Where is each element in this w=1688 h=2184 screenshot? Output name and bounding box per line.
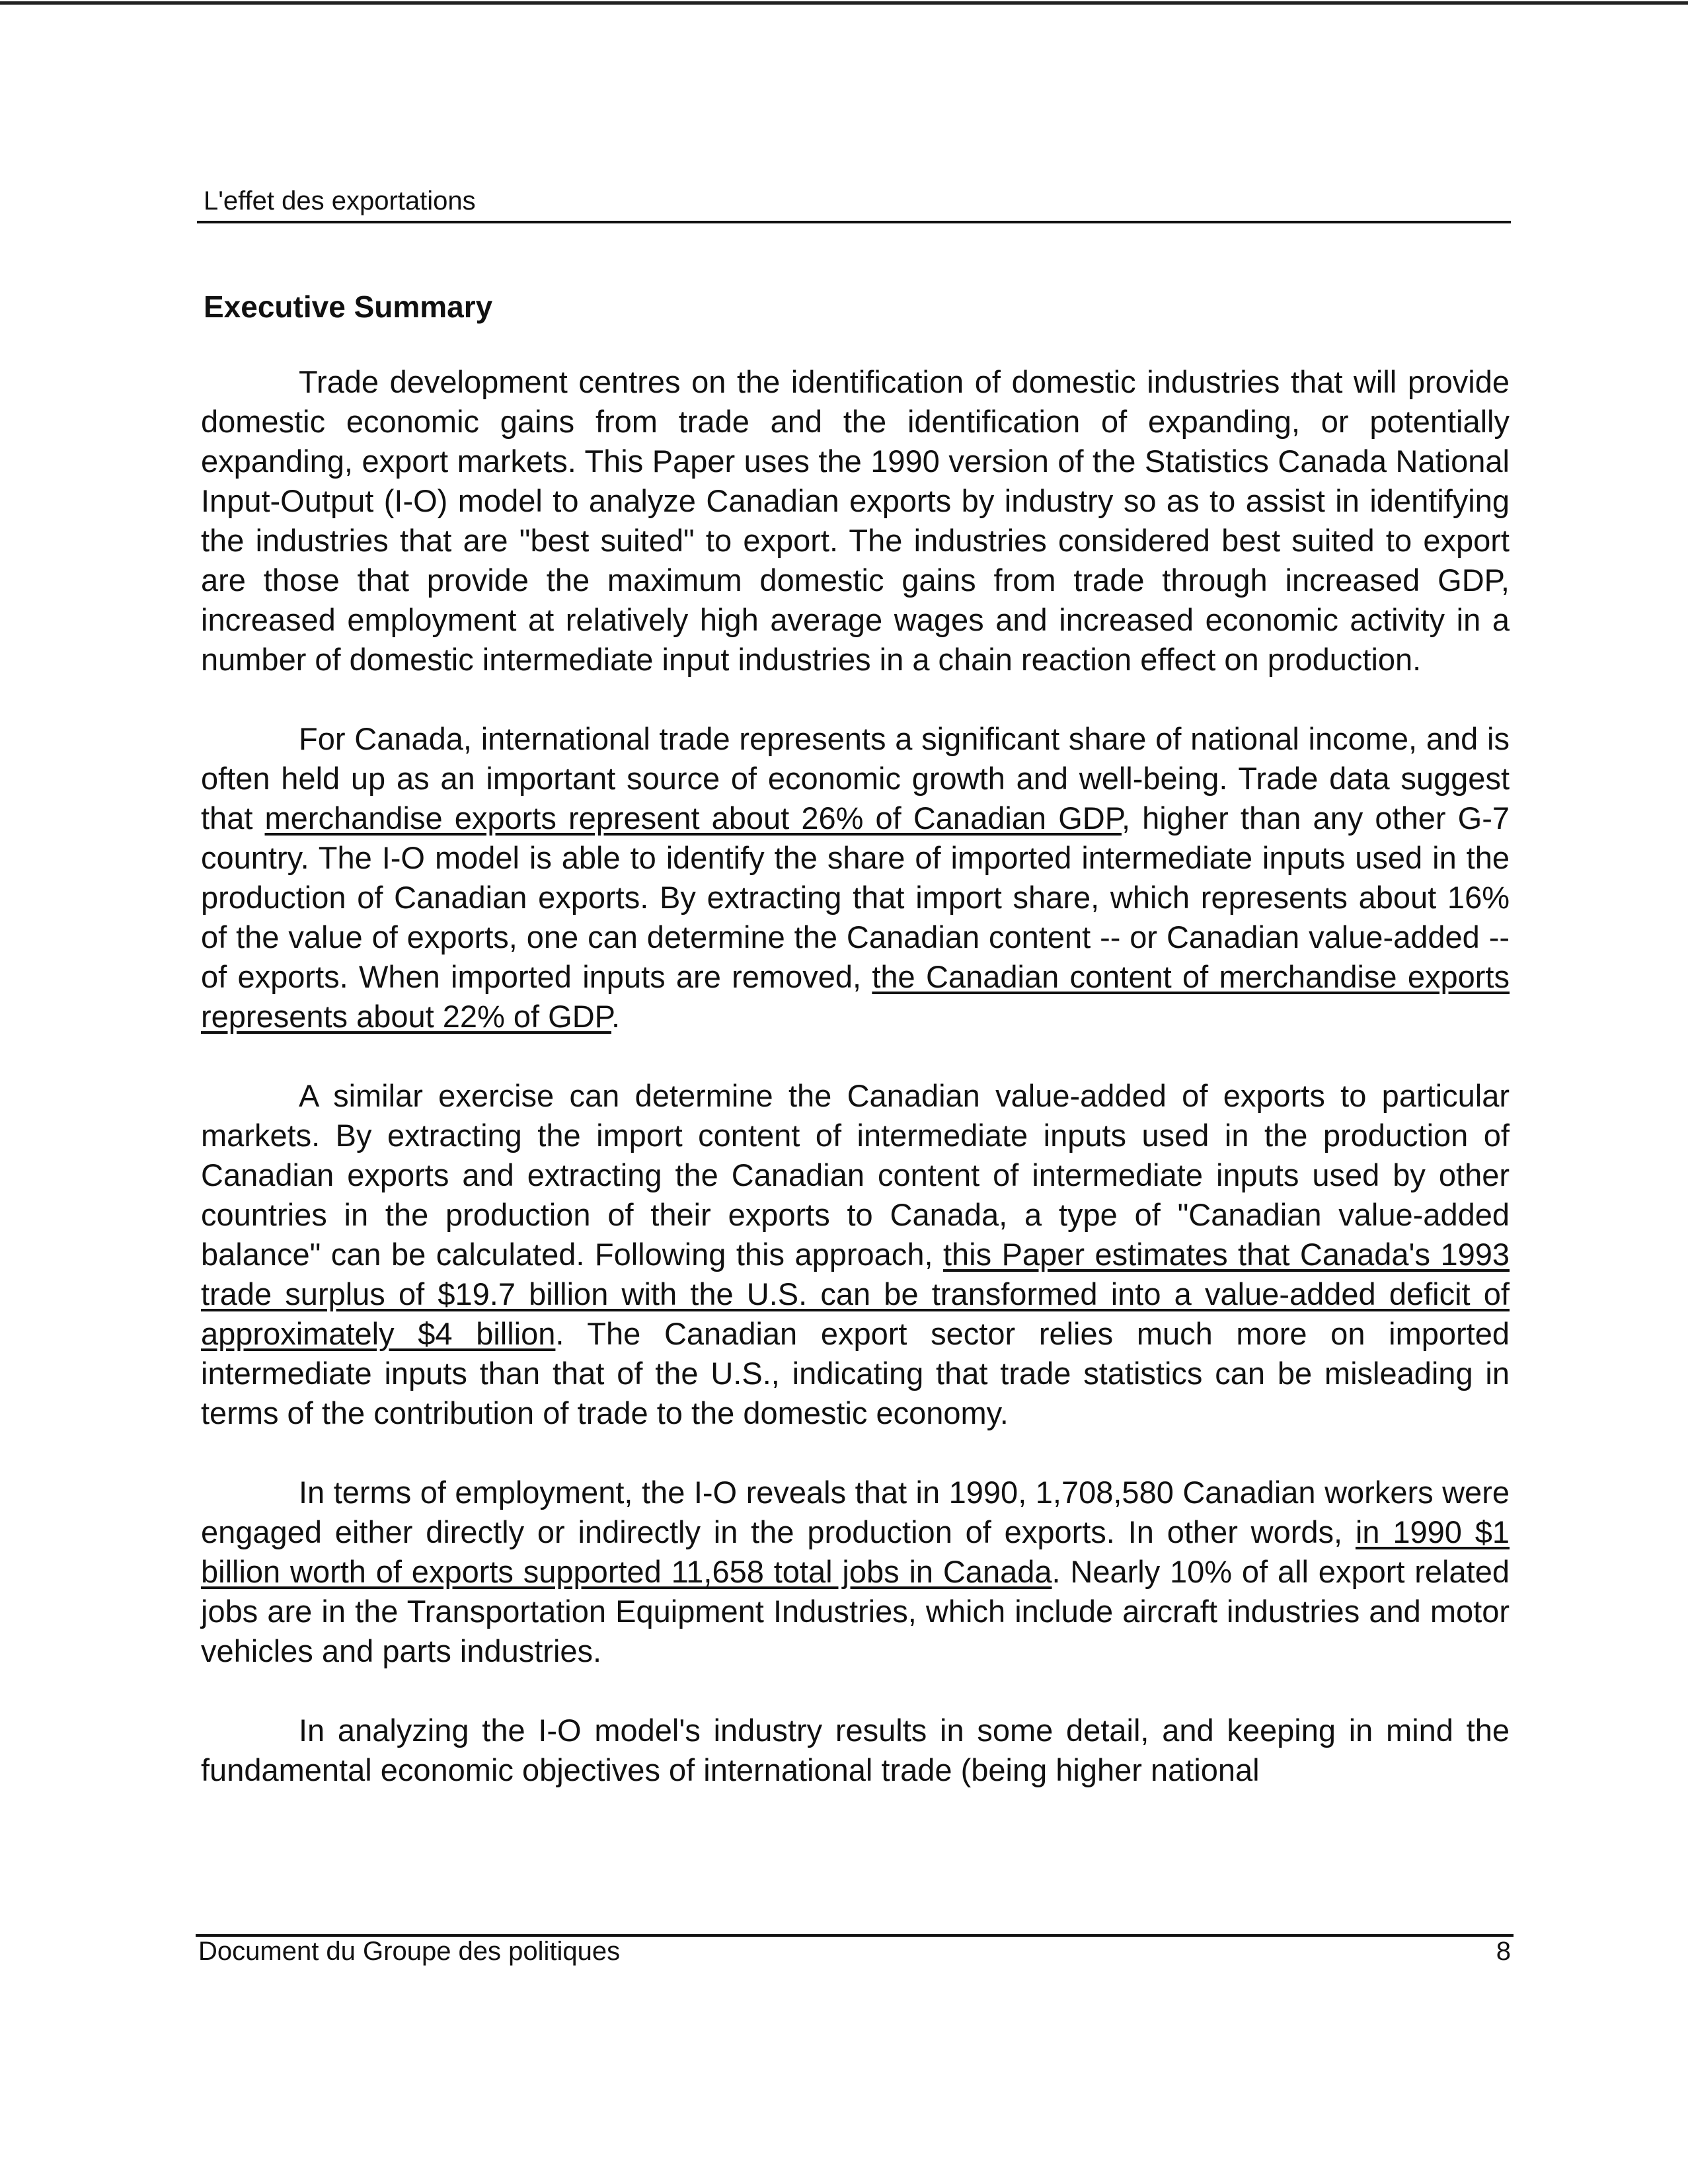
paragraph-1 xyxy=(201,362,1510,680)
paragraph-3-underlined-value-added-deficit: this Paper estimates that Canada's 1993 trade surplus of $19.7 billion with the U.S. can be transformed into a value-added deficit of approximately $4 billion xyxy=(201,1237,1510,1351)
paragraph-3 xyxy=(201,1076,1510,1433)
footer-publication-name: Document du Groupe des politiques xyxy=(198,1937,621,1966)
section-title: Executive Summary xyxy=(204,290,493,324)
paragraph-5-text: In analyzing the I-O model's industry results in some detail, and keeping in mind the fundamental economic objectives of international trade (being higher national xyxy=(201,1713,1510,1787)
page-number: 8 xyxy=(1496,1937,1511,1966)
running-header: L'effet des exportations xyxy=(204,186,476,215)
paragraph-1-text: Trade development centres on the identification of domestic industries that will provide domestic economic gains from trade and the identification of expanding, or potentially expanding, export markets. This Paper uses the 1990 version of the Statistics Canada National Input-Output (I-O) model to analyze Canadian exports by industry so as to assist in identifying the industries that are "best suited" to export. The industries considered best suited to export are those that provide the maximum domestic gains from trade through increased GDP, increased employment at relatively high average wages and increased economic activity in a number of domestic intermediate input industries in a chain reaction effect on production. xyxy=(201,364,1510,677)
paragraph-5 xyxy=(201,1711,1510,1790)
paragraph-4-text-a: In terms of employment, the I-O reveals that in 1990, 1,708,580 Canadian workers were engaged either directly or indirectly in the production of exports. In other words, xyxy=(201,1475,1510,1549)
header-rule xyxy=(197,221,1511,223)
paragraph-2-underlined-canadian-content: the Canadian content of merchandise exports represents about 22% of GDP xyxy=(201,959,1510,1034)
paragraph-2 xyxy=(201,719,1510,1036)
paragraph-2-text-c: . xyxy=(611,999,621,1034)
paragraph-4 xyxy=(201,1473,1510,1671)
paragraph-3-text-a: A similar exercise can determine the Canadian value-added of exports to particular markets. By extracting the import content of intermediate inputs used in the production of Canadian exports and extracting the Canadian content of intermediate inputs used by other countries in the production of their exports to Canada, a type of "Canadian value-added balance" can be calculated. Following this approach, xyxy=(201,1078,1510,1272)
paragraph-4-text-b: . Nearly 10% of all export related jobs are in the Transportation Equipment Industries, which include aircraft industries and motor vehicles and parts industries. xyxy=(201,1554,1510,1668)
paragraph-3-text-b: . The Canadian export sector relies much more on imported intermediate inputs than that of the U.S., indicating that trade statistics can be misleading in terms of the contribution of trade to the domestic economy. xyxy=(201,1316,1510,1430)
paragraph-2-text-a: For Canada, international trade represents a significant share of national income, and is often held up as an important source of economic growth and well-being. Trade data suggest that xyxy=(201,721,1510,836)
paragraph-4-underlined-jobs-supported: in 1990 $1 billion worth of exports supported 11,658 total jobs in Canada xyxy=(201,1514,1510,1589)
top-page-edge-rule xyxy=(0,1,1688,5)
paragraph-2-underlined-gdp-share: merchandise exports represent about 26% of Canadian GDP xyxy=(264,800,1122,836)
paragraph-2-text-b: , higher than any other G-7 country. The I-O model is able to identify the share of imported intermediate inputs used in the production of Canadian exports. By extracting that import share, which represents about 16% of the value of exports, one can determine the Canadian content -- or Canadian value-added -- of exports. When imported inputs are removed, xyxy=(201,800,1510,994)
body-text xyxy=(201,362,1510,1790)
